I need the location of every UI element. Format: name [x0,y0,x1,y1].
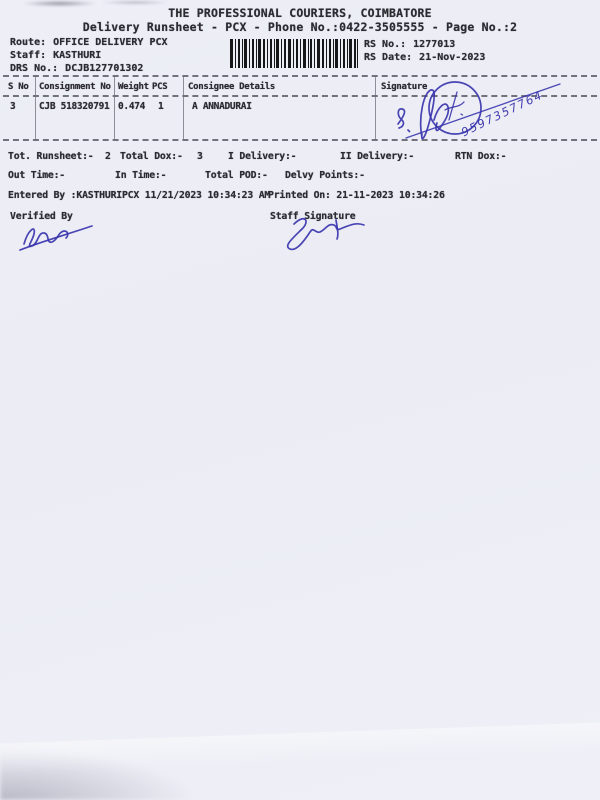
drs-line [10,63,143,74]
rtn-dox-label: RTN Dox:- [455,151,507,162]
route-value: OFFICE DELIVERY PCX [53,37,168,48]
row-pcs: 1 [158,101,164,112]
page-subtitle: Delivery Runsheet - PCX - Phone No.:0422-3505555 - Page No.:2 [82,20,518,34]
rs-date-line [364,52,485,63]
rs-no-label: RS No.: [364,39,407,50]
paper-crease [0,722,600,774]
table-header-sno: S No [8,82,29,92]
entered-by-line: Entered By :KASTHURIPCX 11/21/2023 10:34:23 AM [8,190,271,201]
drs-value: DCJB127701302 [65,63,144,74]
table-column-divider [114,76,115,139]
out-time-label: Out Time:- [8,170,65,181]
staff-signature-ink [278,208,373,253]
row-weight: 0.474 [118,101,146,112]
rs-date-label: RS Date: [364,52,413,63]
drs-label: DRS No.: [10,63,59,74]
staff-signature-label: Staff Signature [270,211,356,222]
total-dox-value: 3 [197,151,203,162]
table-header-consignment: Consignment No [39,82,111,92]
verified-by-label: Verified By [10,211,73,222]
table-header-signature: Signature [381,82,428,92]
table-column-divider [183,76,184,139]
total-pod-label: Total POD:- [205,170,268,181]
route-label: Route: [10,37,47,48]
row-consignment-no: CJB 518320791 [39,101,110,112]
table-header-weight: Weight [118,82,149,92]
delvy-points-label: Delvy Points:- [285,170,365,181]
i-delivery-label: I Delivery:- [228,151,297,162]
page-title: THE PROFESSIONAL COURIERS, COIMBATORE [168,6,432,20]
ii-delivery-label: II Delivery:- [340,151,415,162]
staff-value: KASTHURI [53,50,102,61]
barcode-icon [230,39,358,68]
printed-on-line: Printed On: 21-11-2023 10:34:26 [268,190,445,201]
tot-runsheet-value: 2 [105,151,111,162]
table-header-pcs: PCS [152,82,168,92]
table-header-consignee: Consignee Details [188,82,276,92]
staff-line [10,50,101,61]
in-time-label: In Time:- [115,170,167,181]
row-sno: 3 [10,101,16,112]
staff-label: Staff: [10,50,47,61]
table-column-divider [375,76,376,139]
total-dox-label: Total Dox:- [120,151,183,162]
row-consignee: A ANNADURAI [192,101,252,112]
tot-runsheet-label: Tot. Runsheet:- [8,151,94,162]
route-line [10,37,168,48]
rs-no-line [364,39,455,50]
rs-no-value: 1277013 [413,39,456,50]
handwritten-phone-number: 9597357764 [458,87,546,140]
rs-date-value: 21-Nov-2023 [419,52,486,63]
scan-smudge-top [100,0,170,5]
verified-by-signature-ink [16,214,101,256]
table-column-divider [35,76,36,139]
recipient-signature-ink [388,76,568,146]
